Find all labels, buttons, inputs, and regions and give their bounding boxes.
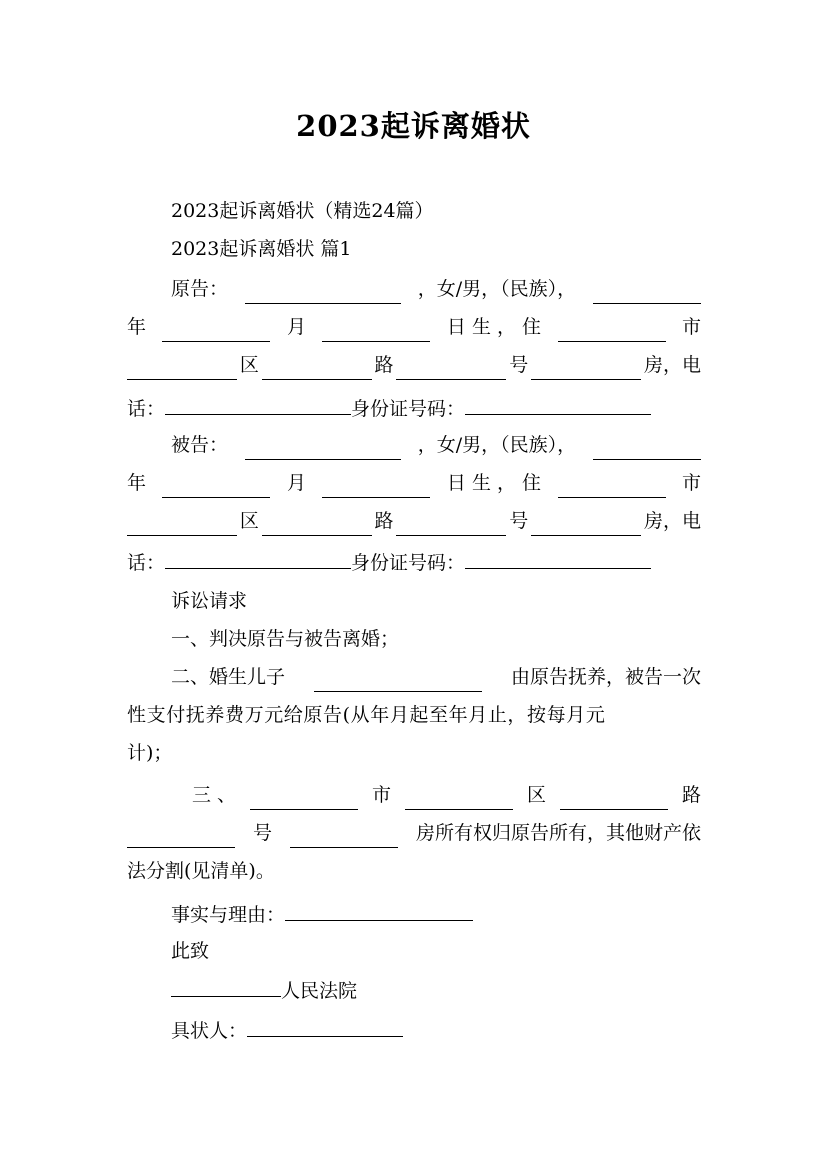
signer-blank	[247, 1014, 403, 1037]
year-label: 年	[127, 316, 147, 338]
blank	[162, 475, 270, 498]
plaintiff-line-2	[127, 312, 701, 342]
claim-2-line-1	[171, 662, 701, 692]
blank	[322, 319, 430, 342]
day-live-label: 日 生 ， 住	[446, 316, 542, 338]
district-label: 区	[527, 784, 547, 806]
plaintiff-line-1	[171, 274, 701, 304]
claim-2-suffix: 由原告抚养，被告一次	[510, 666, 701, 688]
son-name-blank	[314, 669, 482, 692]
blank	[531, 357, 641, 380]
claim-3-line-1	[192, 780, 701, 810]
claim-2-prefix: 二、婚生儿子	[171, 666, 286, 688]
number-label: 号	[509, 354, 529, 376]
blank	[262, 513, 372, 536]
defendant-label: 被告：	[171, 434, 229, 456]
claim-3-line-3: 法分割(见清单)。	[127, 860, 275, 882]
tel-label: 话：	[127, 398, 166, 420]
blank	[558, 475, 666, 498]
defendant-line-3	[127, 506, 701, 536]
blank	[162, 319, 270, 342]
defendant-line-2	[127, 468, 701, 498]
id-label: 身份证号码：	[351, 398, 466, 420]
document-subtitle: 2023起诉离婚状（精选24篇）	[171, 200, 434, 222]
id-blank	[465, 392, 651, 415]
closing: 此致	[171, 940, 210, 962]
road-label: 路	[681, 784, 701, 806]
blank	[127, 357, 237, 380]
defendant-name-blank	[245, 437, 401, 460]
tel-blank	[165, 392, 351, 415]
blank	[250, 787, 358, 810]
claim-1: 一、判决原告与被告离婚；	[171, 628, 400, 650]
year-label: 年	[127, 472, 147, 494]
claim-3-line-2	[127, 818, 701, 848]
city-label: 市	[372, 784, 392, 806]
blank	[262, 357, 372, 380]
plaintiff-line-3	[127, 350, 701, 380]
blank	[558, 319, 666, 342]
defendant-birth-blank	[593, 437, 701, 460]
room-tel-label: 房，电	[643, 510, 701, 532]
facts-blank	[285, 898, 473, 921]
blank	[531, 513, 641, 536]
district-label: 区	[239, 510, 259, 532]
number-label: 号	[509, 510, 529, 532]
road-label: 路	[374, 354, 394, 376]
section-heading: 2023起诉离婚状 篇1	[171, 238, 352, 260]
signer-label: 具状人：	[171, 1020, 248, 1042]
blank	[127, 513, 237, 536]
facts-line	[171, 898, 701, 928]
day-live-label: 日 生 ， 住	[446, 472, 542, 494]
blank	[290, 825, 398, 848]
district-label: 区	[239, 354, 259, 376]
month-label: 月	[286, 316, 306, 338]
room-tel-label: 房，电	[643, 354, 701, 376]
tel-blank	[165, 546, 351, 569]
plaintiff-line-4	[127, 392, 701, 422]
blank	[560, 787, 668, 810]
blank	[396, 513, 506, 536]
facts-label: 事实与理由：	[171, 904, 286, 926]
plaintiff-birth-blank	[593, 281, 701, 304]
tel-label: 话：	[127, 552, 166, 574]
month-label: 月	[286, 472, 306, 494]
id-blank	[465, 546, 651, 569]
claim-2-line-3: 计)；	[127, 742, 173, 764]
court-label: 人民法院	[281, 980, 358, 1002]
blank	[127, 825, 235, 848]
blank	[396, 357, 506, 380]
claim-3-suffix: 房所有权归原告所有，其他财产依	[415, 822, 701, 844]
city-label: 市	[681, 472, 701, 494]
signer-line	[171, 1014, 701, 1044]
plaintiff-name-blank	[245, 281, 401, 304]
court-blank	[171, 974, 281, 997]
defendant-gender-text: ，女/男，（民族），	[417, 434, 577, 456]
city-label: 市	[681, 316, 701, 338]
document-title: 2023起诉离婚状	[296, 109, 531, 143]
claim-3-prefix: 三 、	[192, 784, 237, 806]
defendant-line-4	[127, 546, 701, 576]
claim-2-line-2: 性支付抚养费万元给原告(从年月起至年月止，按每月元	[127, 704, 606, 726]
number-label: 号	[252, 822, 272, 844]
defendant-line-1	[171, 430, 701, 460]
plaintiff-gender-text: ，女/男，（民族），	[417, 278, 577, 300]
plaintiff-label: 原告：	[171, 278, 229, 300]
blank	[405, 787, 513, 810]
road-label: 路	[374, 510, 394, 532]
court-line	[171, 974, 701, 1004]
claims-heading: 诉讼请求	[171, 590, 248, 612]
id-label: 身份证号码：	[351, 552, 466, 574]
blank	[322, 475, 430, 498]
